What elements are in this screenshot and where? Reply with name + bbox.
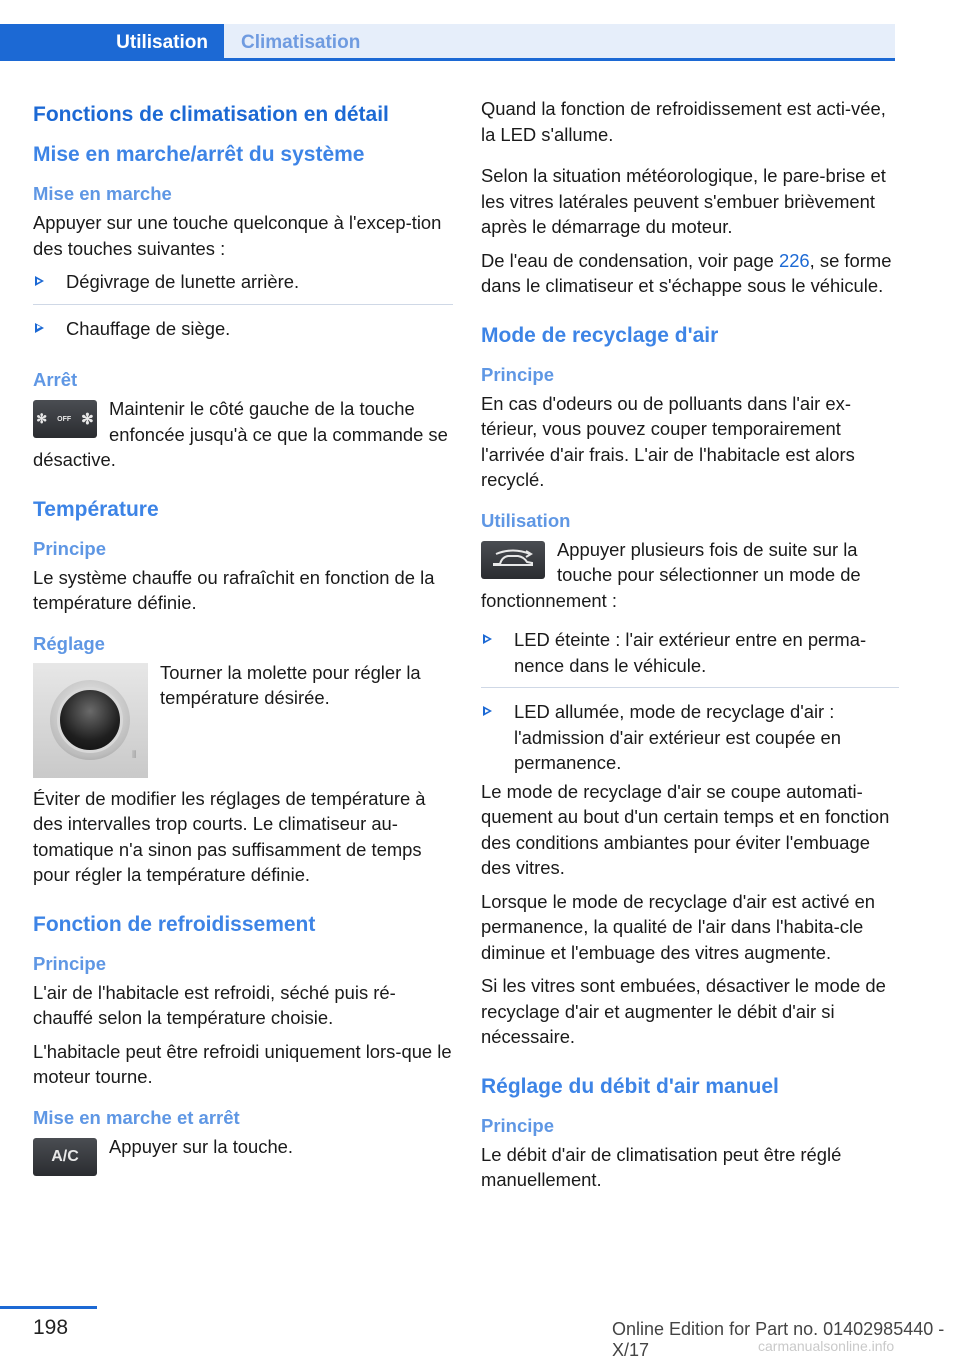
heading-usage: Utilisation xyxy=(481,509,571,531)
page-number: 198 xyxy=(33,1316,69,1339)
ac-button-image: A/C xyxy=(33,1138,97,1176)
switch-off-block xyxy=(33,396,453,481)
text-fogged: Si les vitres sont embuées, désactiver le mode de recyclage d'air et augmenter le débit d'air si nécessaire. xyxy=(481,975,886,1047)
knob-marker-icon: ⦀ xyxy=(132,749,137,761)
list-item: Dégivrage de lunette arrière. xyxy=(33,269,453,305)
text-cond-a: De l'eau de condensation, voir page xyxy=(481,249,779,271)
heading-functions-detail: Fonctions de climatisation en détail xyxy=(33,103,389,126)
watermark: carmanualsonline.info xyxy=(758,1338,895,1354)
off-label: OFF xyxy=(57,415,72,423)
heading-cool-onoff: Mise en marche et arrêt xyxy=(33,1106,240,1128)
text-switch-on: Appuyer sur une touche quelconque à l'excep-tion des touches suivantes : xyxy=(33,212,442,259)
heading-system-onoff: Mise en marche/arrêt du système xyxy=(33,143,365,166)
text-cool-1: L'air de l'habitacle est refroidi, séché puis ré-chauffé selon la température choisie. xyxy=(33,981,396,1028)
heading-temperature: Température xyxy=(33,497,159,521)
left-column xyxy=(33,96,453,1182)
right-column xyxy=(481,96,899,1201)
heading-recirc-principle: Principe xyxy=(481,363,554,385)
page-link-226[interactable]: 226 xyxy=(778,249,810,271)
heading-recirculation: Mode de recyclage d'air xyxy=(481,323,719,347)
temperature-knob-image xyxy=(33,663,148,778)
text-temp-avoid: Éviter de modifier les réglages de température à des intervalles trop courts. Le climatiseur au-tomatique n'a sinon pas suffisamment de temps pour régler la température définie. xyxy=(33,787,426,885)
heading-airflow-principle: Principe xyxy=(481,1114,554,1136)
heading-switch-off: Arrêt xyxy=(33,369,78,390)
knob-icon xyxy=(57,687,123,753)
text-weather: Selon la situation météorologique, le pare-brise et les vitres latérales peuvent s'embuer brièvement après le démarrage du moteur. xyxy=(481,165,886,237)
text-cool-2: L'habitacle peut être refroidi uniquement lors-que le moteur tourne. xyxy=(33,1040,452,1087)
footer-rule xyxy=(0,1306,97,1309)
text-cond-b: , se forme dans le climatiseur et s'échappe sous le véhicule. xyxy=(481,249,892,296)
list-item: LED éteinte : l'air extérieur entre en perma-nence dans le véhicule. xyxy=(481,627,899,688)
tab-climatisation[interactable]: Climatisation xyxy=(224,24,895,61)
text-condensation xyxy=(481,248,899,299)
heading-temp-principle: Principe xyxy=(33,537,106,559)
temp-setting-block xyxy=(33,660,453,786)
text-switch-off: Maintenir le côté gauche de la touche enfoncée jusqu'à ce que la commande se désactive. xyxy=(33,398,448,470)
edition-note: Online Edition for Part no. 01402985440 - X/17 xyxy=(612,1319,945,1360)
heading-switch-on: Mise en marche xyxy=(33,183,172,204)
list-item: LED allumée, mode de recyclage d'air : l'admission d'air extérieur est coupée en permanence. xyxy=(481,699,899,776)
off-fan-button-image xyxy=(33,400,97,438)
page-header xyxy=(0,0,895,62)
text-airflow: Le débit d'air de climatisation peut être réglé manuellement. xyxy=(481,1143,842,1190)
header-rule xyxy=(0,58,895,61)
fan-icon: ✻ xyxy=(81,411,94,428)
recirculation-button-image xyxy=(481,541,545,579)
text-auto-off: Le mode de recyclage d'air se coupe automati-quement au bout d'un certain temps et en fonction des conditions ambiantes pour éviter l'embuage des vitres. xyxy=(481,780,890,878)
heading-cooling-function: Fonction de refroidissement xyxy=(33,912,316,936)
tab-utilisation[interactable]: Utilisation xyxy=(0,24,224,61)
list-usage-modes xyxy=(481,627,899,776)
fan-icon: ✻ xyxy=(36,411,48,426)
text-led: Quand la fonction de refroidissement est acti-vée, la LED s'allume. xyxy=(481,98,886,145)
text-temp-setting: Tourner la molette pour régler la température désirée. xyxy=(160,661,421,708)
cool-onoff-block xyxy=(33,1134,453,1182)
usage-block xyxy=(481,537,899,622)
text-permanent: Lorsque le mode de recyclage d'air est activé en permanence, la qualité de l'air dans l'habita-cle diminue et l'embuage des vitres augmente. xyxy=(481,890,876,963)
text-cool-onoff: Appuyer sur la touche. xyxy=(109,1135,294,1157)
car-recirculation-icon xyxy=(490,549,536,571)
text-temp-principle: Le système chauffe ou rafraîchit en fonction de la température définie. xyxy=(33,566,435,613)
text-recirc-principle: En cas d'odeurs ou de polluants dans l'air ex-térieur, vous pouvez couper temporairement l'arrivée d'air frais. L'air de l'habitacle est alors recyclé. xyxy=(481,392,855,490)
list-item: Chauffage de siège. xyxy=(33,316,453,342)
text-usage: Appuyer plusieurs fois de suite sur la touche pour sélectionner un mode de fonctionnement : xyxy=(481,538,861,611)
list-switch-on-exceptions xyxy=(33,269,453,341)
heading-cool-principle: Principe xyxy=(33,952,106,974)
heading-temp-setting: Réglage xyxy=(33,632,105,654)
heading-manual-airflow: Réglage du débit d'air manuel xyxy=(481,1074,779,1098)
